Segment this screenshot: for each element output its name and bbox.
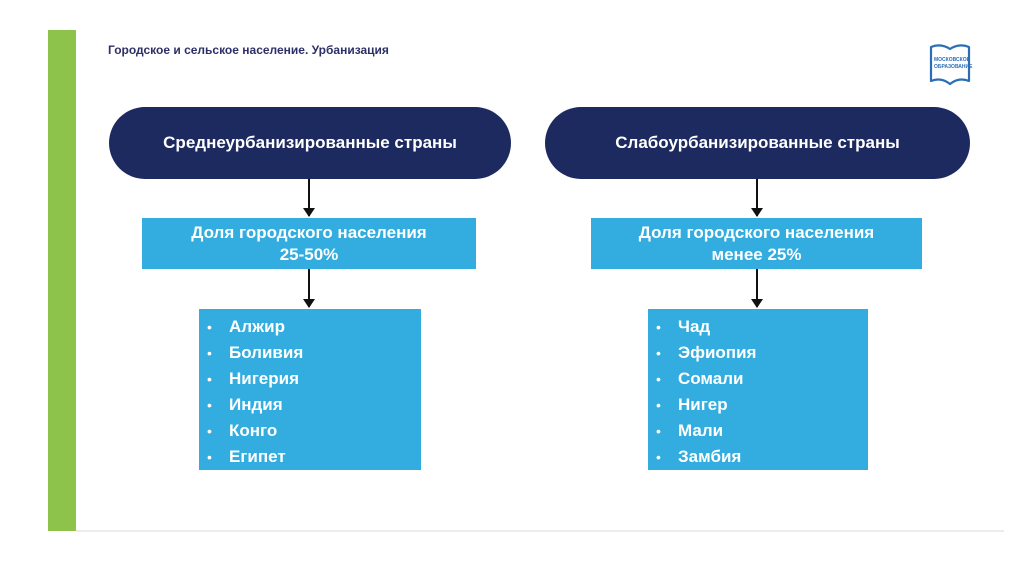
moscow-education-logo <box>929 41 971 89</box>
arrow-down <box>756 269 758 307</box>
logo-text-line1: МОСКОВСКОЕ <box>934 57 970 63</box>
low-share-box <box>591 218 922 269</box>
slide-title: Городское и сельское население. Урбанизация <box>108 43 389 57</box>
list-item: • Нигер <box>656 392 868 418</box>
medium-share-label: Доля городского населения <box>191 222 427 242</box>
slide-divider <box>76 530 1004 532</box>
list-item: • Сомали <box>656 366 868 392</box>
list-item: • Алжир <box>207 314 421 340</box>
list-item: • Замбия <box>656 444 868 470</box>
low-urbanized-header-text: Слабоурбанизированные страны <box>615 133 900 152</box>
arrow-down <box>756 179 758 216</box>
medium-urbanized-header <box>109 107 511 179</box>
arrow-down <box>308 179 310 216</box>
list-item: • Чад <box>656 314 868 340</box>
medium-countries-list <box>199 309 421 470</box>
medium-share-box <box>142 218 476 269</box>
medium-share-value: 25-50% <box>279 244 339 264</box>
list-item: • Эфиопия <box>656 340 868 366</box>
logo-text-line2: ОБРАЗОВАНИЕ <box>934 64 973 70</box>
low-countries-list <box>648 309 868 470</box>
list-item: • Мали <box>656 418 868 444</box>
low-urbanized-header <box>545 107 970 179</box>
list-item: • Нигерия <box>207 366 421 392</box>
arrow-down <box>308 269 310 307</box>
list-item: • Боливия <box>207 340 421 366</box>
list-item: • Конго <box>207 418 421 444</box>
low-share-label: Доля городского населения <box>638 222 875 242</box>
accent-bar <box>48 30 76 531</box>
list-item: • Индия <box>207 392 421 418</box>
low-share-value: менее 25% <box>711 244 802 264</box>
list-item: • Египет <box>207 444 421 470</box>
medium-urbanized-header-text: Среднеурбанизированные страны <box>163 133 457 152</box>
